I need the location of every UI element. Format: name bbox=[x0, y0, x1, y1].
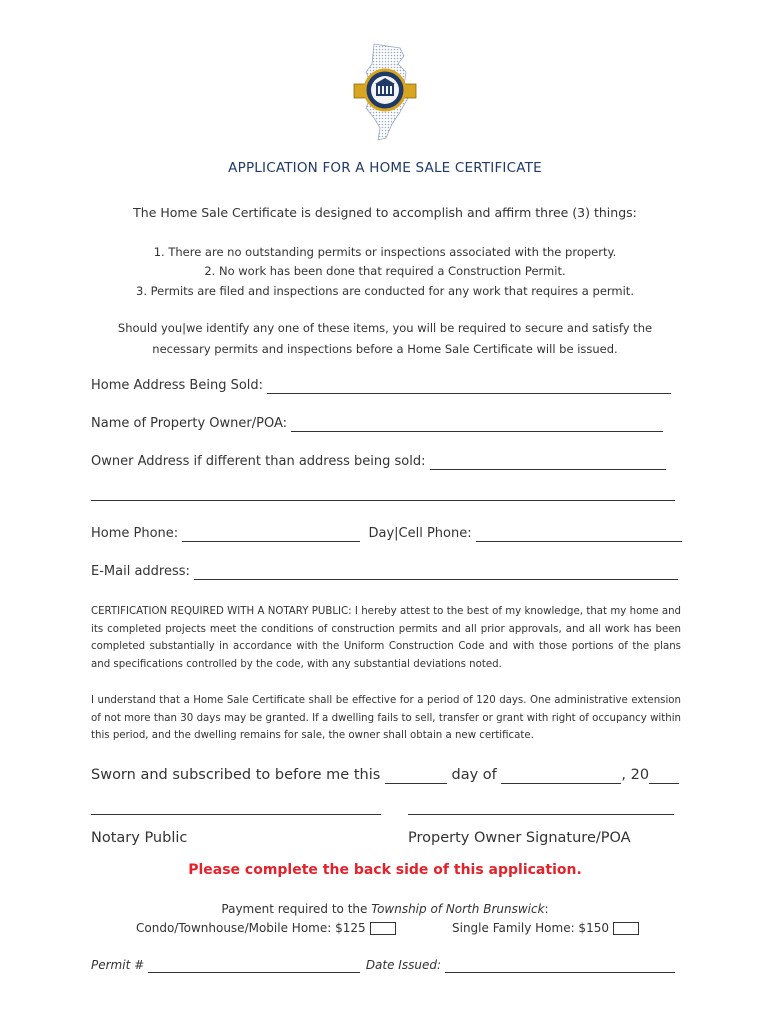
notary-signature-line[interactable] bbox=[91, 814, 381, 815]
single-family-label: Single Family Home: $150 bbox=[452, 921, 609, 935]
list-item: 1. There are no outstanding permits or inspections associated with the property. bbox=[153, 245, 617, 259]
owner-address-field[interactable] bbox=[430, 454, 666, 470]
owner-address-row bbox=[91, 454, 666, 470]
owner-signature-label: Property Owner Signature/POA bbox=[408, 830, 631, 846]
list-item: 3. Permits are filed and inspections are conducted for any work that requires a permit. bbox=[136, 284, 634, 298]
township-name: Township of North Brunswick bbox=[371, 902, 545, 916]
payment-line bbox=[0, 902, 770, 916]
email-row bbox=[91, 564, 678, 580]
single-family-checkbox[interactable] bbox=[613, 922, 639, 935]
date-issued-field[interactable] bbox=[445, 958, 675, 973]
owner-name-row bbox=[91, 416, 663, 432]
condo-checkbox[interactable] bbox=[370, 922, 396, 935]
permit-row bbox=[91, 958, 675, 973]
should-text-line-1: Should you|we identify any one of these items, you will be required to secure and satisfy the bbox=[117, 321, 653, 335]
sworn-prefix: Sworn and subscribed to before me this bbox=[91, 767, 381, 783]
should-text-line-2: necessary permits and inspections before a Home Sale Certificate will be issued. bbox=[152, 342, 618, 356]
certification-text: CERTIFICATION REQUIRED WITH A NOTARY PUBLIC: I hereby attest to the best of my knowledge, that my home and its completed projects meet the conditions of construction permits and all prior approvals, and all work has been completed substantially in accordance with the Uniform Construction Code and with those portions of the plans and specifications controlled by the code, with any substantial deviations noted. bbox=[91, 606, 681, 670]
home-phone-label: Home Phone: bbox=[91, 526, 179, 541]
understand-text: I understand that a Home Sale Certificate shall be effective for a period of 120 days. One administrative extension of not more than 30 days may be granted. If a dwelling fails to sell, transfer or grant with right of occupancy within this period, and the dwelling remains for sale, the owner shall obtain a new certificate. bbox=[91, 695, 681, 741]
owner-name-field[interactable] bbox=[291, 416, 663, 432]
date-issued-label: Date Issued: bbox=[365, 958, 441, 972]
township-logo bbox=[348, 42, 420, 142]
condo-option bbox=[136, 921, 396, 935]
permit-label: Permit # bbox=[91, 958, 145, 972]
owner-address-label: Owner Address if different than address being sold: bbox=[91, 454, 426, 469]
cell-phone-label: Day|Cell Phone: bbox=[368, 526, 472, 541]
notary-label: Notary Public bbox=[91, 830, 188, 846]
sworn-row bbox=[91, 767, 679, 784]
nj-map-seal-icon bbox=[348, 42, 420, 142]
single-family-option bbox=[452, 921, 639, 935]
condo-label: Condo/Townhouse/Mobile Home: $125 bbox=[136, 921, 366, 935]
email-label: E-Mail address: bbox=[91, 564, 190, 579]
sworn-day-of: day of bbox=[451, 767, 497, 783]
home-phone-field[interactable] bbox=[182, 526, 360, 542]
email-field[interactable] bbox=[194, 564, 678, 580]
phone-row bbox=[91, 526, 682, 542]
payment-suffix: : bbox=[544, 902, 549, 916]
intro-text: The Home Sale Certificate is designed to accomplish and affirm three (3) things: bbox=[133, 205, 637, 220]
sworn-year-prefix: , 20 bbox=[621, 767, 650, 783]
owner-address-field-2[interactable] bbox=[91, 500, 675, 501]
list-item: 2. No work has been done that required a Construction Permit. bbox=[204, 264, 566, 278]
owner-signature-line[interactable] bbox=[408, 814, 674, 815]
permit-number-field[interactable] bbox=[148, 958, 360, 973]
back-side-notice: Please complete the back side of this application. bbox=[188, 862, 582, 878]
sworn-month-field[interactable] bbox=[501, 767, 621, 784]
home-address-label: Home Address Being Sold: bbox=[91, 378, 264, 393]
sworn-year-field[interactable] bbox=[649, 767, 679, 784]
home-address-row bbox=[91, 378, 671, 394]
payment-prefix: Payment required to the bbox=[221, 902, 368, 916]
page-title: APPLICATION FOR A HOME SALE CERTIFICATE bbox=[228, 160, 542, 176]
sworn-day-field[interactable] bbox=[385, 767, 447, 784]
owner-name-label: Name of Property Owner/POA: bbox=[91, 416, 288, 431]
home-address-field[interactable] bbox=[267, 378, 671, 394]
cell-phone-field[interactable] bbox=[476, 526, 682, 542]
